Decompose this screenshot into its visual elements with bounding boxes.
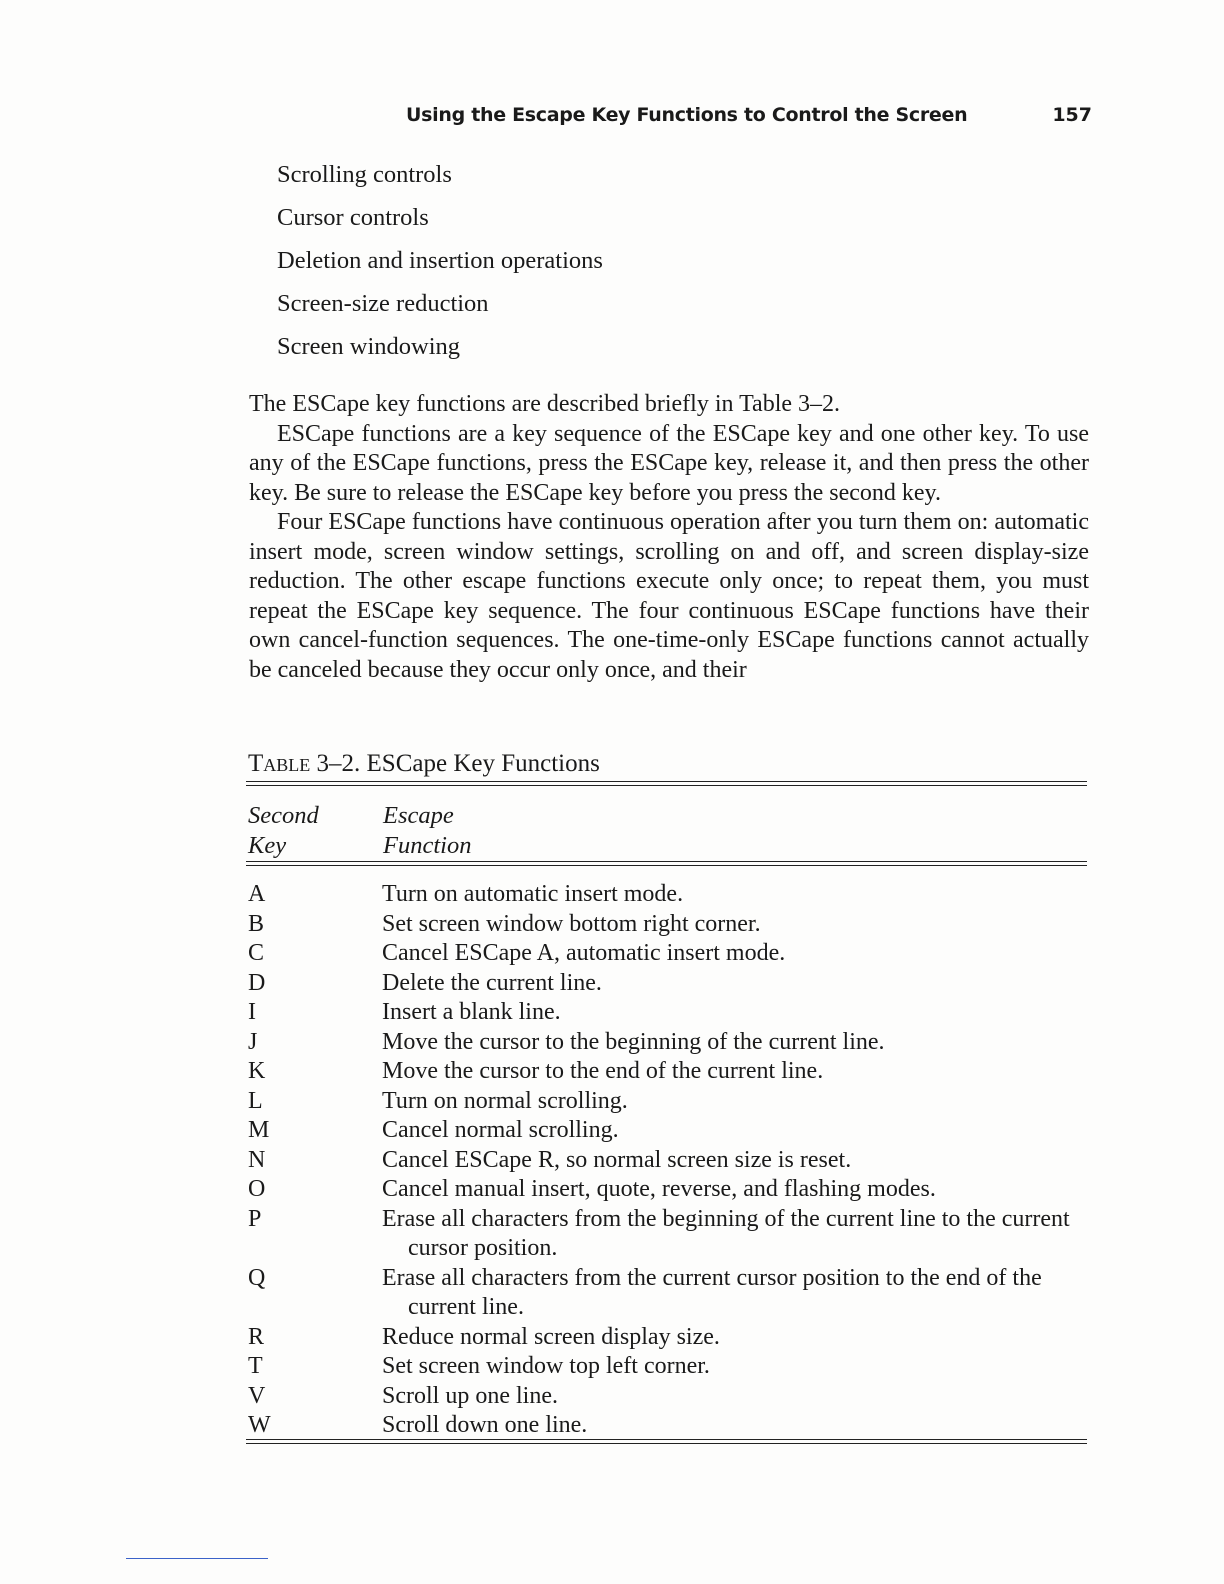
column-header-function — [383, 801, 471, 861]
table-row — [248, 1205, 1088, 1264]
function-cell: Insert a blank line. — [382, 999, 561, 1025]
table-row — [248, 969, 1088, 999]
function-cell: Scroll down one line. — [382, 1412, 588, 1438]
function-cell: Erase all characters from the current cursor position to the end of the current line. — [382, 1264, 1042, 1320]
key-cell: I — [248, 999, 256, 1025]
function-cell: Turn on normal scrolling. — [382, 1087, 628, 1114]
key-cell: P — [248, 1205, 262, 1232]
table-caption-title: ESCape Key Functions — [366, 750, 600, 777]
table-row — [248, 1323, 1088, 1353]
function-cell: Turn on automatic insert mode. — [382, 881, 684, 907]
key-cell: R — [248, 1323, 265, 1350]
paragraph: The ESCape key functions are described briefly in Table 3–2. — [249, 391, 841, 417]
table-row — [248, 1028, 1088, 1058]
column-header-line: Second — [248, 802, 319, 829]
column-header-line: Key — [248, 832, 287, 859]
function-cell: Cancel ESCape A, automatic insert mode. — [382, 940, 786, 966]
list-item: Screen-size reduction — [277, 290, 489, 317]
table-row — [248, 1264, 1088, 1323]
key-cell: J — [248, 1028, 258, 1055]
key-cell: B — [248, 910, 265, 937]
function-cell: Set screen window top left corner. — [382, 1353, 710, 1379]
table-row — [248, 1087, 1088, 1117]
key-cell: W — [248, 1412, 271, 1438]
column-header-key — [248, 801, 319, 861]
footer-rule — [126, 1558, 268, 1559]
key-cell: C — [248, 940, 265, 966]
table-header-rule — [246, 861, 1087, 866]
table-row — [248, 998, 1088, 1028]
list-item: Cursor controls — [277, 204, 429, 231]
table-caption — [248, 750, 600, 778]
table-row — [248, 1146, 1088, 1176]
function-cell: Set screen window bottom right corner. — [382, 910, 761, 937]
list-item: Scrolling controls — [277, 161, 452, 188]
function-cell: Reduce normal screen display size. — [382, 1323, 720, 1350]
topic-list — [277, 157, 603, 372]
key-cell: T — [248, 1353, 263, 1379]
table-row — [248, 910, 1088, 940]
running-head-title: Using the Escape Key Functions to Control the Screen — [406, 104, 968, 126]
table-row — [248, 939, 1088, 969]
table-row — [248, 1411, 1088, 1441]
body-text — [249, 390, 1089, 685]
key-cell: O — [248, 1176, 266, 1202]
table-top-rule — [246, 781, 1087, 786]
function-cell: Delete the current line. — [382, 969, 602, 996]
list-item: Deletion and insertion operations — [277, 247, 603, 274]
key-cell: N — [248, 1146, 266, 1173]
key-cell: Q — [248, 1264, 266, 1291]
key-cell: A — [248, 881, 266, 907]
table-caption-label: Table — [248, 750, 311, 777]
function-cell: Cancel normal scrolling. — [382, 1117, 619, 1143]
function-cell: Move the cursor to the end of the current line. — [382, 1058, 824, 1084]
column-header-line: Escape — [383, 802, 454, 829]
table-row — [248, 1116, 1088, 1146]
function-cell: Erase all characters from the beginning of the current line to the current cursor position. — [382, 1205, 1070, 1261]
running-head — [406, 104, 1096, 134]
table-row — [248, 1057, 1088, 1087]
column-header-line: Function — [383, 832, 472, 859]
key-cell: V — [248, 1382, 266, 1409]
key-cell: D — [248, 969, 266, 996]
key-cell: K — [248, 1058, 266, 1084]
page-number: 157 — [1052, 104, 1092, 126]
paragraph: Four ESCape functions have continuous operation after you turn them on: automatic insert mode, screen window settings, scrolling on and off, and screen display-size reduction. The other escape functions execute only once; to repeat them, you must repeat the ESCape key sequence. The four continuous ESCape functions have their own cancel-function sequences. The one-time-only ESCape functions cannot actually be canceled because they occur only once, and their — [249, 509, 1089, 683]
function-cell: Cancel manual insert, quote, reverse, and flashing modes. — [382, 1176, 936, 1202]
table-row — [248, 1382, 1088, 1412]
table-row — [248, 1352, 1088, 1382]
function-cell: Scroll up one line. — [382, 1382, 558, 1409]
table-bottom-rule — [246, 1439, 1087, 1444]
table-caption-number: 3–2. — [316, 750, 361, 777]
table-row — [248, 880, 1088, 910]
key-cell: M — [248, 1117, 270, 1143]
key-cell: L — [248, 1087, 263, 1114]
function-cell: Move the cursor to the beginning of the current line. — [382, 1028, 885, 1055]
table-row — [248, 1175, 1088, 1205]
list-item: Screen windowing — [277, 333, 461, 360]
table-body — [248, 880, 1088, 1441]
function-cell: Cancel ESCape R, so normal screen size is reset. — [382, 1146, 852, 1173]
paragraph: ESCape functions are a key sequence of the ESCape key and one other key. To use any of the ESCape functions, press the ESCape key, release it, and then press the other key. Be sure to release the ESCape key before you press the second key. — [249, 420, 1089, 506]
